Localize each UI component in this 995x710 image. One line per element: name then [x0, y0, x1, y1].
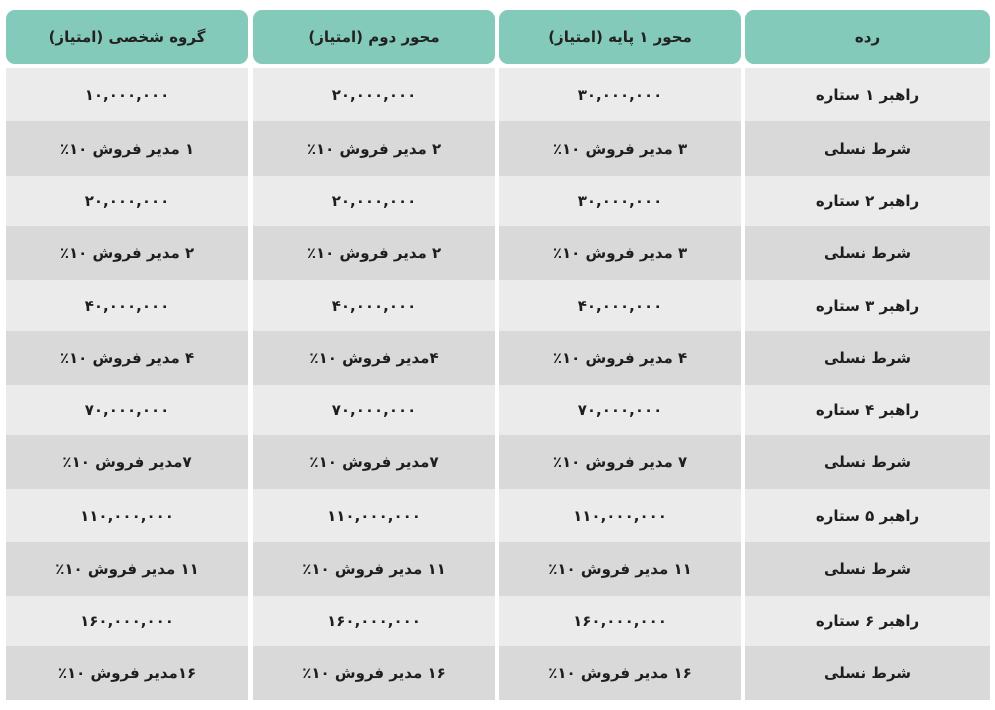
cell-personal-group: ۴۰,۰۰۰,۰۰۰ — [6, 280, 248, 331]
cell-rank: شرط نسلی — [745, 226, 990, 280]
cell-personal-group: ۲۰,۰۰۰,۰۰۰ — [6, 176, 248, 226]
table-row — [0, 435, 995, 489]
cell-personal-group: ۴ مدیر فروش ۱۰٪ — [6, 331, 248, 385]
header-axis-two: محور دوم (امتیاز) — [253, 10, 495, 64]
table-row — [0, 280, 995, 331]
table-row — [0, 489, 995, 542]
cell-axis-one: ۳۰,۰۰۰,۰۰۰ — [499, 68, 741, 121]
cell-rank: راهبر ۲ ستاره — [745, 176, 990, 226]
table-row — [0, 226, 995, 280]
cell-axis-two: ۲ مدیر فروش ۱۰٪ — [253, 121, 495, 176]
cell-personal-group: ۱۶مدیر فروش ۱۰٪ — [6, 646, 248, 700]
cell-axis-two: ۱۱ مدیر فروش ۱۰٪ — [253, 542, 495, 596]
cell-axis-one: ۳ مدیر فروش ۱۰٪ — [499, 226, 741, 280]
cell-axis-two: ۲ مدیر فروش ۱۰٪ — [253, 226, 495, 280]
cell-axis-one: ۳ مدیر فروش ۱۰٪ — [499, 121, 741, 176]
header-axis-one: محور ۱ پایه (امتیاز) — [499, 10, 741, 64]
table-header-row — [0, 10, 995, 64]
header-personal-group: گروه شخصی (امتیاز) — [6, 10, 248, 64]
cell-axis-two: ۴۰,۰۰۰,۰۰۰ — [253, 280, 495, 331]
cell-axis-two: ۱۱۰,۰۰۰,۰۰۰ — [253, 489, 495, 542]
cell-axis-one: ۴ مدیر فروش ۱۰٪ — [499, 331, 741, 385]
table-row — [0, 646, 995, 700]
cell-personal-group: ۱ مدیر فروش ۱۰٪ — [6, 121, 248, 176]
cell-rank: شرط نسلی — [745, 646, 990, 700]
cell-personal-group: ۱۶۰,۰۰۰,۰۰۰ — [6, 596, 248, 646]
cell-axis-one: ۱۱ مدیر فروش ۱۰٪ — [499, 542, 741, 596]
table-row — [0, 176, 995, 226]
cell-axis-one: ۷ مدیر فروش ۱۰٪ — [499, 435, 741, 489]
table-row — [0, 385, 995, 435]
cell-axis-two: ۴مدیر فروش ۱۰٪ — [253, 331, 495, 385]
cell-axis-one: ۳۰,۰۰۰,۰۰۰ — [499, 176, 741, 226]
cell-rank: راهبر ۱ ستاره — [745, 68, 990, 121]
cell-rank: راهبر ۴ ستاره — [745, 385, 990, 435]
table-row — [0, 596, 995, 646]
cell-personal-group: ۷۰,۰۰۰,۰۰۰ — [6, 385, 248, 435]
cell-axis-two: ۱۶۰,۰۰۰,۰۰۰ — [253, 596, 495, 646]
cell-axis-two: ۱۶ مدیر فروش ۱۰٪ — [253, 646, 495, 700]
header-rank: رده — [745, 10, 990, 64]
cell-rank: شرط نسلی — [745, 331, 990, 385]
cell-personal-group: ۷مدیر فروش ۱۰٪ — [6, 435, 248, 489]
cell-rank: راهبر ۳ ستاره — [745, 280, 990, 331]
cell-axis-two: ۷مدیر فروش ۱۰٪ — [253, 435, 495, 489]
cell-axis-one: ۱۶۰,۰۰۰,۰۰۰ — [499, 596, 741, 646]
cell-axis-one: ۴۰,۰۰۰,۰۰۰ — [499, 280, 741, 331]
cell-rank: شرط نسلی — [745, 542, 990, 596]
cell-personal-group: ۲ مدیر فروش ۱۰٪ — [6, 226, 248, 280]
cell-personal-group: ۱۰,۰۰۰,۰۰۰ — [6, 68, 248, 121]
table-row — [0, 68, 995, 121]
cell-axis-one: ۷۰,۰۰۰,۰۰۰ — [499, 385, 741, 435]
cell-personal-group: ۱۱۰,۰۰۰,۰۰۰ — [6, 489, 248, 542]
cell-rank: شرط نسلی — [745, 435, 990, 489]
table-row — [0, 121, 995, 176]
cell-rank: راهبر ۵ ستاره — [745, 489, 990, 542]
cell-personal-group: ۱۱ مدیر فروش ۱۰٪ — [6, 542, 248, 596]
cell-rank: شرط نسلی — [745, 121, 990, 176]
table-row — [0, 331, 995, 385]
cell-axis-two: ۲۰,۰۰۰,۰۰۰ — [253, 176, 495, 226]
cell-axis-one: ۱۶ مدیر فروش ۱۰٪ — [499, 646, 741, 700]
cell-axis-one: ۱۱۰,۰۰۰,۰۰۰ — [499, 489, 741, 542]
cell-axis-two: ۲۰,۰۰۰,۰۰۰ — [253, 68, 495, 121]
cell-rank: راهبر ۶ ستاره — [745, 596, 990, 646]
cell-axis-two: ۷۰,۰۰۰,۰۰۰ — [253, 385, 495, 435]
table-row — [0, 542, 995, 596]
